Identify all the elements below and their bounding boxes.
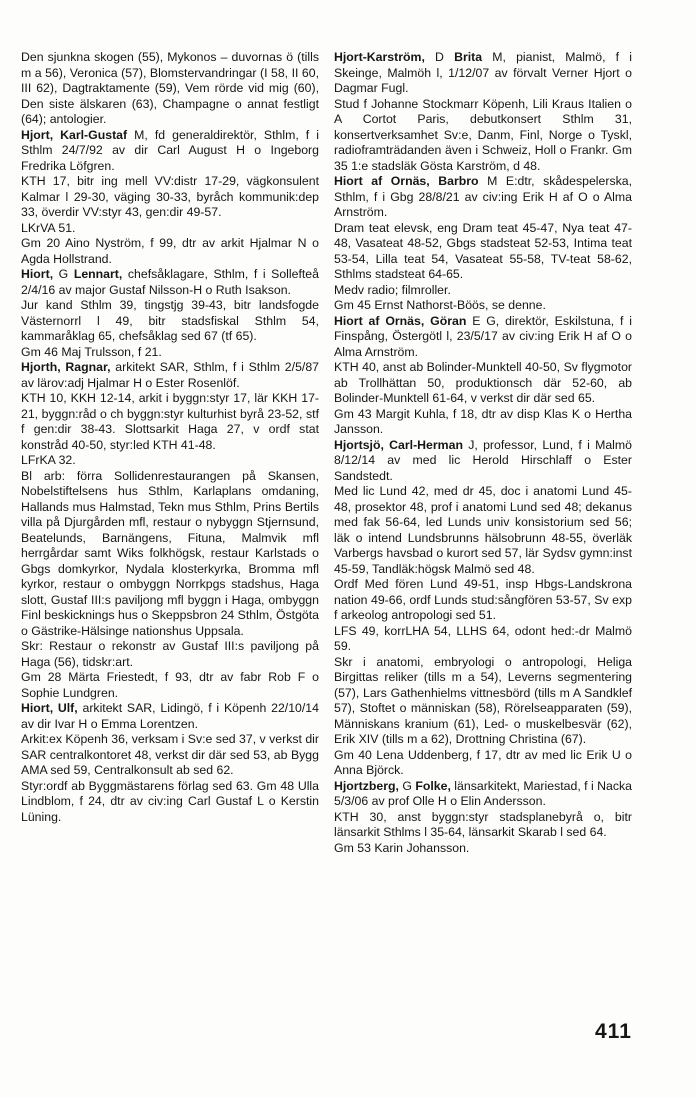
- entry-paragraph: [334, 407, 632, 438]
- entry-heading-paragraph: [21, 267, 319, 298]
- entry-text: E G, direktör, Eskilstuna, f i Finspång, Östergötl l, 23/5/17 av civ:ing Erik H af O o Alma Arnström.: [334, 313, 632, 359]
- entry-text: G: [398, 778, 416, 793]
- entry-text: Den sjunkna skogen (55), Mykonos – duvornas ö (tills m a 56), Veronica (57), Blomstervandringar (I 58, II 60, III 62), Dagtraktamente (59), Vem rörde vid mig (60), Den siste älskaren (63), Champagne o annat festligt (64); antologier.: [21, 50, 319, 126]
- entry-text: KTH 10, KKH 12-14, arkit i byggn:styr 17, lär KKH 17-21, byggn:råd o ch byggn:styr kulturhist byrå 23-52, stf f gen:dir 38-43. Slottsarkit Haga 27, v ordf stat konstråd 40-50, styr:led KTH 41-48.: [21, 391, 319, 452]
- entry-text: arkitekt SAR, Sthlm, f i Sthlm 2/5/87 av lärov:adj Hjalmar H o Ester Rosenlöf.: [21, 360, 319, 390]
- entry-paragraph: [21, 174, 319, 221]
- entry-text: Dram teat elevsk, eng Dram teat 45-47, Nya teat 47-48, Vasateat 48-52, Gbgs stadsteat 52-53, Intima teat 53-54, Lilla teat 54, Vasateat 55-58, TV-teat 58-62, Sthlms stadsteat 64-65.: [334, 220, 632, 281]
- entry-name: Hjortzberg,: [334, 778, 399, 793]
- entry-paragraph: [334, 283, 632, 299]
- entry-heading-paragraph: [334, 314, 632, 361]
- entry-name: Lennart,: [73, 267, 123, 281]
- entry-paragraph: [21, 50, 319, 128]
- entry-text: J, professor, Lund, f i Malmö 8/12/14 av med lic Herold Hirschlaff o Ester Sandstedt.: [334, 437, 632, 483]
- entry-text: Styr:ordf ab Byggmästarens förlag sed 63. Gm 48 Ulla Lindblom, f 24, dtr av civ:ing Carl Gustaf L o Kerstin Lüning.: [21, 778, 319, 824]
- entry-text: M, pianist, Malmö, f i Skeinge, Malmöh l, 1/12/07 av förvalt Verner Hjort o Dagmar Fugl.: [334, 50, 632, 95]
- entry-text: KTH 17, bitr ing mell VV:distr 17-29, vägkonsulent Kalmar l 29-30, väging 30-33, byråch kommunik:dep 33, överdir VV:styr 43, gen:dir 49-57.: [21, 174, 319, 219]
- entry-paragraph: [21, 453, 319, 469]
- entry-paragraph: [334, 360, 632, 407]
- entry-text: G: [53, 267, 74, 281]
- entry-text: arkitekt SAR, Lidingö, f i Köpenh 22/10/14 av dir Ivar H o Emma Lorentzen.: [21, 701, 319, 731]
- entry-heading-paragraph: [21, 128, 319, 175]
- entry-text: Gm 53 Karin Johansson.: [334, 840, 470, 855]
- entry-text: Skr: Restaur o rekonstr av Gustaf III:s paviljong på Haga (56), tidskr:art.: [21, 639, 319, 669]
- entry-name: Hiort af Ornäs, Barbro: [334, 174, 479, 188]
- entry-name: Hiort af Ornäs, Göran: [334, 313, 467, 328]
- entry-paragraph: [21, 391, 319, 453]
- entry-heading-paragraph: [334, 779, 632, 810]
- entry-paragraph: [21, 670, 319, 701]
- entry-name: Hjort-Karström,: [334, 50, 425, 64]
- entry-name: Hiort, Ulf,: [21, 701, 78, 715]
- entry-paragraph: [21, 469, 319, 640]
- entry-paragraph: [21, 236, 319, 267]
- entry-text: länsarkitekt, Mariestad, f i Nacka 5/3/06 av prof Olle H o Elin Andersson.: [334, 778, 633, 808]
- entry-text: Jur kand Sthlm 39, tingstjg 39-43, bitr landsfogde Västernorrl l 49, bitr stadsfiskal Sthlm 54, kammaråklag 65, chefsåklag sed 67 (tf 65).: [21, 298, 319, 343]
- entry-paragraph: [334, 810, 632, 841]
- entry-name: Folke,: [415, 778, 451, 793]
- entry-paragraph: [21, 345, 319, 361]
- entry-text: Ordf Med fören Lund 49-51, insp Hbgs-Landskrona nation 49-66, ordf Lunds stud:sångfören 53-57, Sv exp f arkeolog antropologi sed 51.: [334, 577, 632, 622]
- entry-text: KTH 30, anst byggn:styr stadsplanebyrå o, bitr länsarkit Sthlms l 35-64, länsarkit Skarab l sed 64.: [334, 809, 632, 839]
- entry-paragraph: [334, 221, 632, 283]
- entry-paragraph: [334, 624, 632, 655]
- entry-paragraph: [21, 221, 319, 237]
- entry-heading-paragraph: [334, 438, 632, 485]
- entry-text: M, fd generaldirektör, Sthlm, f i Sthlm 24/7/92 av dir Carl August H o Ingeborg Fredrika Löfgren.: [21, 127, 319, 173]
- entry-text: Gm 45 Ernst Nathorst-Böös, se denne.: [334, 298, 546, 312]
- entry-text: D: [424, 50, 455, 64]
- entry-text: Medv radio; filmroller.: [334, 282, 451, 297]
- left-column: [21, 50, 319, 825]
- entry-text: Skr i anatomi, embryologi o antropologi, Heliga Birgittas reliker (tills m a 54), Leverns segmentering (57), Lars Gathenhielms vittnesbörd (tills m A Sandklef 57), Stoftet o människan (58), Rörelseapparaten (59), Människans kranium (61), Led- o muskelbesvär (62), Erik XIV (tills m a 62), Drottning Christina (67).: [334, 654, 632, 746]
- entry-text: Bl arb: förra Sollidenrestaurangen på Skansen, Nobelstiftelsens hus Sthlm, Karlaplans omdaning, Hallands mus Halmstad, Tekn mus Sthlm, Prins Bertils villa på Djurgården mfl, restaur o nybyggn Stjernsund, Beatelunds, Barnängens, Fituna, Malmvik mfl herrgårdar samt Wiks folkhögsk, restaur Karlstads o Gbgs domkyrkor, Nydala klosterkyrka, Bromma mfl kyrkor, restaur o ombyggn Norrkpgs stadshus, Haga slott, Gustaf III:s paviljong mfl byggn i Haga, ombyggn Finl beskicknings hus o Skeppsbron 24 Sthlm, Östgöta o Gästrike-Hälsinge nationshus Uppsala.: [21, 468, 320, 638]
- entry-text: chefsåklagare, Sthlm, f i Sollefteå 2/4/16 av major Gustaf Nilsson-H o Ruth Isakson.: [21, 267, 319, 297]
- entry-text: Stud f Johanne Stockmarr Köpenh, Lili Kraus Italien o A Cortot Paris, debutkonsert Sthlm 31, konsertverksamhet Sv:e, Danm, Finl, Norge o Tyskl, radioframträdanden även i Schweiz, Holl o Frankr. Gm 35 1:e stadsläk Gösta Karström, d 48.: [334, 96, 632, 173]
- entry-paragraph: [21, 639, 319, 670]
- entry-heading-paragraph: [334, 50, 632, 97]
- entry-text: Gm 20 Aino Nyström, f 99, dtr av arkit Hjalmar N o Agda Hollstrand.: [21, 236, 319, 266]
- entry-text: LFrKA 32.: [21, 453, 76, 467]
- entry-text: Gm 46 Maj Trulsson, f 21.: [21, 344, 162, 359]
- entry-paragraph: [334, 748, 632, 779]
- entry-name: Hjorth, Ragnar,: [21, 360, 111, 374]
- entry-paragraph: [21, 779, 319, 826]
- entry-text: Gm 28 Märta Friestedt, f 93, dtr av fabr Rob F o Sophie Lundgren.: [21, 670, 319, 700]
- entry-paragraph: [334, 484, 632, 577]
- right-column: [334, 50, 632, 856]
- entry-text: KTH 40, anst ab Bolinder-Munktell 40-50, Sv flygmotor ab Trollhättan 50, produktionsch där 52-60, ab Bolinder-Munktell 61-64, v verkst dir där sed 65.: [334, 360, 632, 405]
- entry-text: Med lic Lund 42, med dr 45, doc i anatomi Lund 45-48, prosektor 48, prof i anatomi Lund sed 48; dekanus med fak 56-64, led Lunds univ konsistorium sed 56; läk o intend Lundsbrunns hälsobrunn 48-55, överläk Varbergs havsbad o kurort sed 57, lär Sydsv gymn:inst 45-59, Tandläk:högsk Malmö sed 48.: [334, 484, 632, 576]
- entry-paragraph: [21, 298, 319, 345]
- entry-paragraph: [334, 655, 632, 748]
- entry-text: Gm 40 Lena Uddenberg, f 17, dtr av med lic Erik U o Anna Björck.: [334, 747, 632, 777]
- page-number: 411: [595, 1020, 632, 1043]
- entry-name: Hjort, Karl-Gustaf: [21, 127, 128, 142]
- entry-heading-paragraph: [334, 174, 632, 221]
- entry-paragraph: [334, 298, 632, 314]
- entry-text: LFS 49, korrLHA 54, LLHS 64, odont hed:-dr Malmö 59.: [334, 623, 632, 653]
- entry-name: Hjortsjö, Carl-Herman: [334, 437, 463, 452]
- entry-heading-paragraph: [21, 360, 319, 391]
- entry-text: Arkit:ex Köpenh 36, verksam i Sv:e sed 37, v verkst dir SAR centralkontoret 48, verkst dir där sed 53, ab Bygg AMA sed 59, Centralkonsult ab sed 62.: [21, 732, 319, 777]
- entry-heading-paragraph: [21, 701, 319, 732]
- entry-paragraph: [334, 841, 632, 857]
- entry-paragraph: [334, 97, 632, 175]
- entry-paragraph: [21, 732, 319, 779]
- entry-text: Gm 43 Margit Kuhla, f 18, dtr av disp Klas K o Hertha Jansson.: [334, 406, 632, 436]
- entry-name: Brita: [454, 50, 483, 64]
- entry-paragraph: [334, 577, 632, 624]
- entry-name: Hiort,: [21, 267, 54, 281]
- entry-text: M E:dtr, skådespelerska, Sthlm, f i Gbg 28/8/21 av civ:ing Erik H af O o Alma Arnström.: [334, 174, 632, 219]
- entry-text: LKrVA 51.: [21, 220, 76, 235]
